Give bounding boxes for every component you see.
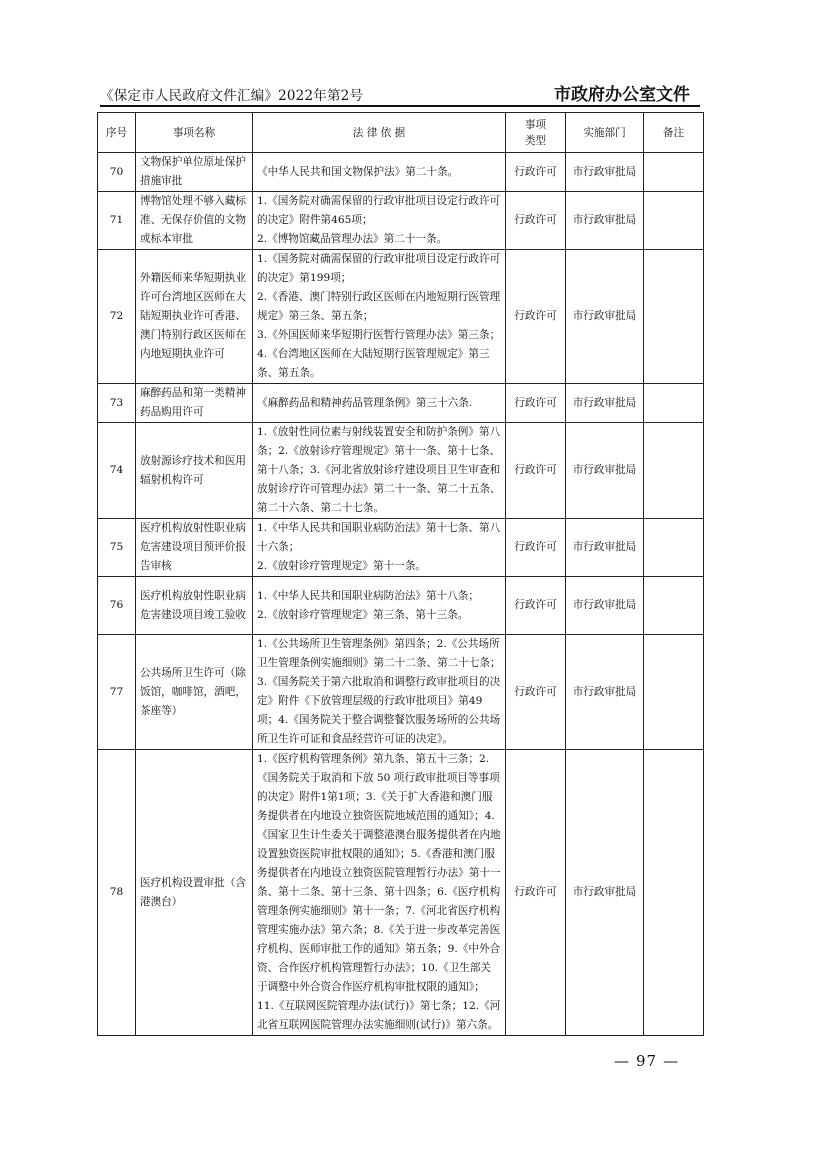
row-item-name: 医疗机构放射性职业病危害建设项目预评价报告审核 [136, 519, 253, 577]
row-department: 市行政审批局 [566, 423, 644, 519]
row-remark [644, 250, 704, 384]
legal-basis-line: 3.《外国医师来华短期行医暂行管理办法》第三条； [257, 329, 501, 341]
legal-basis-line: 2.《香港、澳门特别行政区医师在内地短期行医管理规定》第三条、第五条； [257, 291, 501, 322]
row-seq: 72 [98, 250, 136, 384]
table-row [98, 384, 704, 423]
row-legal-basis [253, 250, 506, 384]
row-item-type: 行政许可 [506, 577, 566, 635]
legal-basis-line: 1.《国务院对确需保留的行政审批项目设定行政许可的决定》附件第465项； [257, 195, 501, 226]
row-seq: 73 [98, 384, 136, 423]
row-legal-basis [253, 384, 506, 423]
row-legal-basis [253, 577, 506, 635]
row-remark [644, 519, 704, 577]
legal-basis-line: 2.《放射诊疗管理规定》第十一条。 [257, 560, 427, 572]
row-seq: 71 [98, 192, 136, 250]
column-header-name: 事项名称 [136, 113, 253, 153]
legal-basis-line: 1.《医疗机构管理条例》第九条、第五十三条；2.《国务院关于取消和下放 50 项行政审批项目等事项的决定》附件1第1项；3.《关于扩大香港和澳门服务提供者在内地设立独资医院地域范围的通知》；4.《国家卫生计生委关于调整港澳台服务提供者在内地设置独资医院审批权限的通知》；5.《香港和澳门服务提供者在内地设立独资医院管理暂行办法》第十一条、第十二条、第十三条、第十四条；6.《医疗机构管理条例实施细则》第十一条；7.《河北省医疗机构管理实施办法》第六条；8.《关于进一步改革完善医疗机构、医师审批工作的通知》第五条；9.《中外合资、合作医疗机构管理暂行办法》；10.《卫生部关于调整中外合资合作医疗机构审批权限的通知》；11.《互联网医院管理办法(试行)》第七条；12.《河北省互联网医院管理办法实施细则(试行)》第六条。 [257, 753, 501, 1031]
legal-basis-line: 1.《国务院对确需保留的行政审批项目设定行政许可的决定》第199项； [257, 253, 501, 284]
row-seq: 70 [98, 153, 136, 192]
row-remark [644, 750, 704, 1036]
row-seq: 77 [98, 635, 136, 750]
row-seq: 78 [98, 750, 136, 1036]
legal-basis-line: 1.《中华人民共和国职业病防治法》第十八条； [257, 589, 479, 602]
row-seq: 74 [98, 423, 136, 519]
row-item-name: 医疗机构设置审批（含港澳台） [136, 750, 253, 1036]
column-header-note: 备注 [644, 113, 704, 153]
row-item-name: 文物保护单位原址保护措施审批 [136, 153, 253, 192]
row-seq: 76 [98, 577, 136, 635]
table-row [98, 423, 704, 519]
row-item-type: 行政许可 [506, 384, 566, 423]
row-item-type: 行政许可 [506, 423, 566, 519]
publication-title: 《保定市人民政府文件汇编》2022年第2号 [100, 88, 364, 104]
column-header-type: 事项类型 [506, 113, 566, 153]
row-item-name: 公共场所卫生许可（除饭馆，咖啡馆，酒吧，茶座等） [136, 635, 253, 750]
legal-basis-line: 4.《台湾地区医师在大陆短期行医管理规定》第三条、第五条。 [257, 348, 490, 379]
page-number: — 97 — [614, 1052, 680, 1070]
row-item-name: 博物馆处理不够入藏标准、无保存价值的文物或标本审批 [136, 192, 253, 250]
table-row [98, 577, 704, 635]
column-header-seq: 序号 [98, 113, 136, 153]
table-row [98, 250, 704, 384]
row-item-name: 外籍医师来华短期执业许可台湾地区医师在大陆短期执业许可香港、澳门特别行政区医师在内地短期执业许可 [136, 250, 253, 384]
row-legal-basis [253, 635, 506, 750]
row-department: 市行政审批局 [566, 519, 644, 577]
row-seq: 75 [98, 519, 136, 577]
table-row [98, 192, 704, 250]
page-header [100, 80, 700, 106]
row-remark [644, 423, 704, 519]
row-legal-basis [253, 423, 506, 519]
legal-basis-line: 2.《放射诊疗管理规定》第三条、第十三条。 [257, 608, 469, 621]
row-item-type: 行政许可 [506, 192, 566, 250]
column-header-dept: 实施部门 [566, 113, 644, 153]
legal-basis-line: 《中华人民共和国文物保护法》第二十条。 [257, 165, 459, 178]
row-department: 市行政审批局 [566, 153, 644, 192]
document-category: 市政府办公室文件 [554, 85, 690, 105]
legal-basis-line: 《麻醉药品和精神药品管理条例》第三十六条. [257, 396, 473, 409]
row-item-type: 行政许可 [506, 635, 566, 750]
row-item-name: 放射源诊疗技术和医用辐射机构许可 [136, 423, 253, 519]
row-department: 市行政审批局 [566, 250, 644, 384]
row-item-name: 麻醉药品和第一类精神药品购用许可 [136, 384, 253, 423]
legal-basis-line: 1.《公共场所卫生管理条例》第四条；2.《公共场所卫生管理条例实施细则》第二十二条、第二十七条；3.《国务院关于第六批取消和调整行政审批项目的决定》附件《下放管理层级的行政审批项目》第49项；4.《国务院关于整合调整餐饮服务场所的公共场所卫生许可证和食品经营许可证的决定》。 [257, 638, 501, 745]
row-item-type: 行政许可 [506, 750, 566, 1036]
table-row [98, 750, 704, 1036]
row-item-type: 行政许可 [506, 250, 566, 384]
row-remark [644, 577, 704, 635]
row-legal-basis [253, 519, 506, 577]
table-row [98, 153, 704, 192]
row-remark [644, 635, 704, 750]
row-remark [644, 153, 704, 192]
legal-basis-line: 2.《博物馆藏品管理办法》第二十一条。 [257, 233, 448, 245]
row-legal-basis [253, 153, 506, 192]
row-department: 市行政审批局 [566, 192, 644, 250]
legal-basis-line: 1.《中华人民共和国职业病防治法》第十七条、第八十六条； [257, 522, 501, 553]
row-legal-basis [253, 750, 506, 1036]
legal-basis-line: 1.《放射性同位素与射线装置安全和防护条例》第八条；2.《放射诊疗管理规定》第十一条、第十七条、第十八条；3.《河北省放射诊疗建设项目卫生审查和放射诊疗许可管理办法》第二十一条、第二十五条、第二十六条、第二十七条。 [257, 426, 501, 514]
row-department: 市行政审批局 [566, 635, 644, 750]
row-department: 市行政审批局 [566, 750, 644, 1036]
row-department: 市行政审批局 [566, 384, 644, 423]
row-legal-basis [253, 192, 506, 250]
row-remark [644, 384, 704, 423]
row-remark [644, 192, 704, 250]
table-row [98, 635, 704, 750]
table-row [98, 519, 704, 577]
approval-items-table [97, 112, 704, 1036]
header-divider [100, 105, 700, 107]
row-item-type: 行政许可 [506, 153, 566, 192]
row-item-type: 行政许可 [506, 519, 566, 577]
table-header-row [98, 113, 704, 153]
row-item-name: 医疗机构放射性职业病危害建设项目竣工验收 [136, 577, 253, 635]
column-header-basis: 法 律 依 据 [253, 113, 506, 153]
row-department: 市行政审批局 [566, 577, 644, 635]
